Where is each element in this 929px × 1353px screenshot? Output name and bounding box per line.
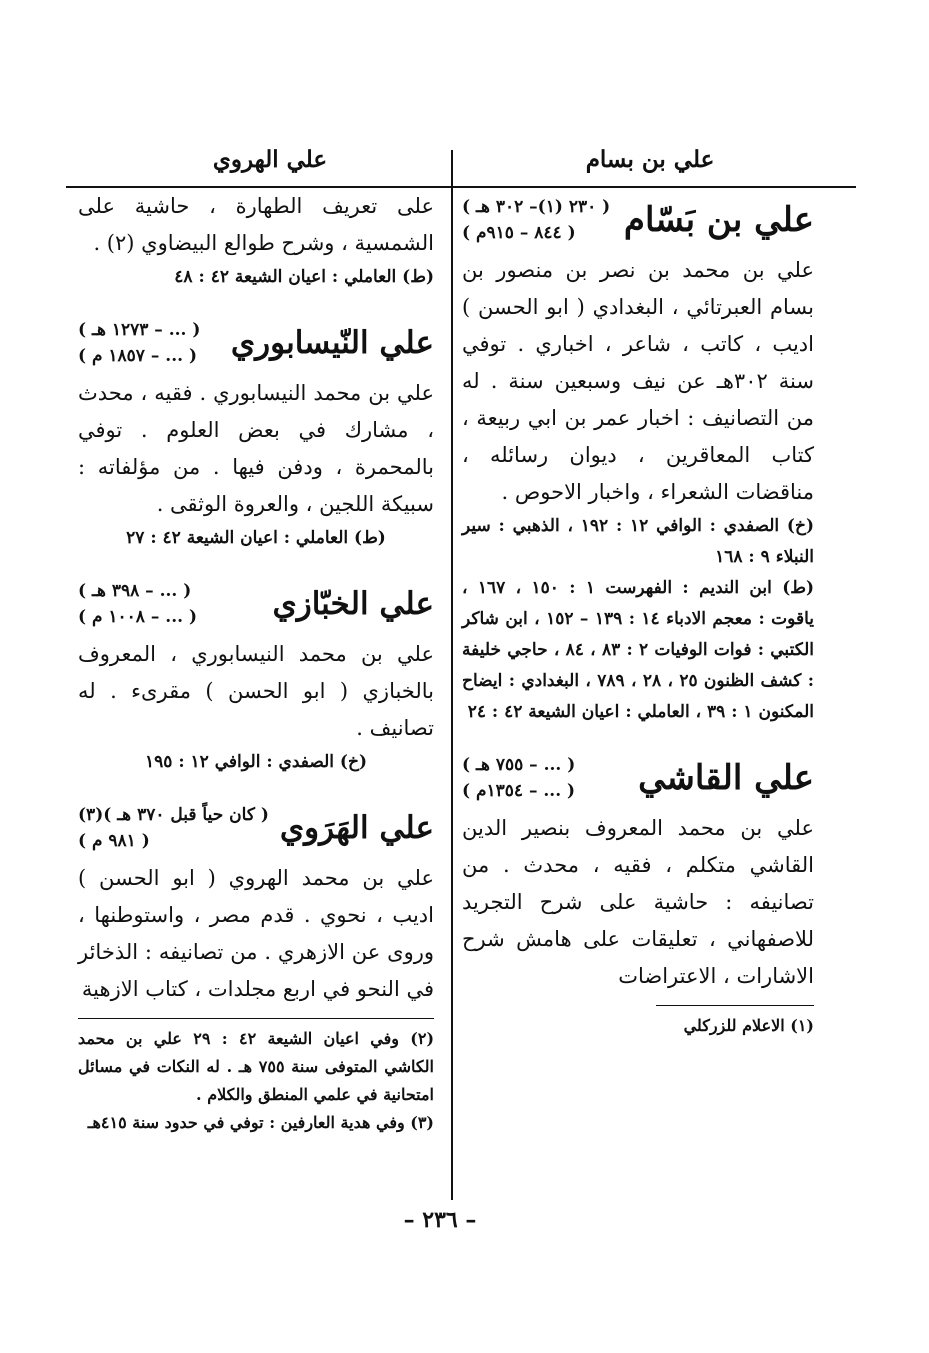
date-gregorian: ( ... – ١٨٥٧ م ) bbox=[78, 346, 197, 366]
entry-dates bbox=[462, 752, 575, 804]
column-divider bbox=[451, 150, 453, 1200]
date-hijri: ( ... – ٧٥٥ هـ ) bbox=[462, 755, 576, 775]
entry-header-ibn-bassam bbox=[462, 194, 814, 246]
entry-name: علي النّيسابوري bbox=[230, 325, 434, 361]
entry-body: علي بن محمد بن نصر بن منصور بن بسام العبرتائي ، البغدادي ( ابو الحسن ) اديب ، كاتب ، شاعر ، اخباري . توفي سنة ٣٠٢هـ عن نيف وسبعين سنة . له من التصانيف : اخبار عمر بن ابي ربيعة ، كتاب المعاقرين ، ديوان رسائله ، مناقضات الشعراء ، واخبار الاحوص . bbox=[462, 258, 814, 504]
entry-name: علي بن بَسّام bbox=[623, 200, 814, 240]
entry-dates bbox=[78, 578, 197, 630]
footnote: (٢) وفي اعيان الشيعة ٤٢ : ٢٩ علي بن محمد الكاشي المتوفى سنة ٧٥٥ هـ . له النكات في مسائل امتحانية في علمي المنطق والكلام . bbox=[78, 1029, 435, 1104]
entry-body: علي بن محمد الهروي ( ابو الحسن ) اديب ، نحوي . قدم مصر ، واستوطنها ، وروى عن الازهري . من تصانيفه : الذخائر في النحو في اربع مجلدات ، كتاب الازهية bbox=[78, 866, 434, 1001]
entry-name: علي القاشي bbox=[638, 758, 814, 798]
entry-reference-manuscript: (خ) الصفدي : الوافي ١٢ : ١٩٢ ، الذهبي : سير النبلاء ٩ : ١٦٨ bbox=[462, 516, 814, 567]
entry-body: علي بن محمد النيسابوري ، المعروف بالخبازي ( ابو الحسن ) مقرىء . له تصانيف . bbox=[78, 642, 434, 740]
date-hijri: ( ... – ٣٩٨ هـ ) bbox=[78, 581, 192, 601]
date-hijri: ( ... – ١٢٧٣ هـ ) bbox=[78, 320, 201, 340]
entry-header-qashi bbox=[462, 752, 814, 804]
entry-reference-printed: (ط) ابن النديم : الفهرست ١ : ١٥٠ ، ١٦٧ ، ياقوت : معجم الادباء ١٤ : ١٣٩ – ١٥٢ ، ابن شاكر الكتبي : فوات الوفيات ٢ : ٨٣ ، ٨٤ ، حاجي خليفة : كشف الظنون ٢٥ ، ٢٨ ، ٧٨٩ ، البغدادي : ايضاح المكنون ١ : ٣٩ ، العاملي : اعيان الشيعة ٤٢ : ٢٤ bbox=[462, 578, 815, 722]
footnote: (١) الاعلام للزركلي bbox=[683, 1016, 814, 1035]
entry-dates bbox=[78, 802, 269, 854]
footnote-rule bbox=[78, 1018, 434, 1019]
date-gregorian: ( ... – ١٠٠٨ م ) bbox=[78, 607, 197, 627]
date-gregorian: ( ٩٨١ م ) bbox=[78, 831, 150, 851]
entry-name: علي الخبّازي bbox=[272, 586, 434, 622]
entry-header-naysaburi bbox=[78, 317, 434, 369]
date-gregorian: ( ٨٤٤ – ٩١٥م ) bbox=[462, 223, 576, 243]
date-hijri: ( ٢٣٠ (١)– ٣٠٢ هـ ) bbox=[462, 197, 611, 217]
entry-name: علي الهَرَوي bbox=[279, 810, 434, 846]
footnote-rule bbox=[656, 1005, 814, 1006]
left-column bbox=[78, 188, 434, 1137]
entry-reference: (ط) العاملي : اعيان الشيعة ٤٢ : ٢٧ bbox=[126, 528, 386, 548]
running-head-left: علي الهروي bbox=[212, 146, 328, 173]
page-number: – ٢٣٦ – bbox=[403, 1207, 477, 1233]
entry-reference: (ط) العاملي : اعيان الشيعة ٤٢ : ٤٨ bbox=[174, 267, 434, 287]
entry-dates bbox=[78, 317, 200, 369]
entry-body: علي بن محمد المعروف بنصير الدين القاشي متكلم ، فقيه ، محدث . من تصانيفه : حاشية على شرح التجريد للاصفهاني ، تعليقات على هامش شرح الاشارات ، الاعتراضات bbox=[462, 816, 814, 988]
entry-header-khabbazi bbox=[78, 578, 434, 630]
date-gregorian: ( ... – ١٣٥٤م ) bbox=[462, 781, 576, 801]
footnote: (٣) وفي هدية العارفين : توفي في حدود سنة ٤١٥هـ bbox=[87, 1113, 434, 1132]
entry-body: علي بن محمد النيسابوري . فقيه ، محدث ، مشارك في بعض العلوم . توفي بالمحمرة ، ودفن فيها . من مؤلفاته : سبيكة اللجين ، والعروة الوثقى . bbox=[78, 381, 434, 516]
entry-header-harawi bbox=[78, 802, 434, 854]
entry-reference: (خ) الصفدي : الوافي ١٢ : ١٩٥ bbox=[145, 752, 367, 772]
entry-body-continuation: على تعريف الطهارة ، حاشية على الشمسية ، وشرح طوالع البيضاوي (٢) . bbox=[78, 194, 434, 255]
entry-dates bbox=[462, 194, 610, 246]
date-hijri: ( كان حياً قبل ٣٧٠ هـ )(٣) bbox=[78, 805, 269, 825]
running-head-right: علي بن بسام bbox=[585, 146, 715, 173]
right-column bbox=[462, 188, 814, 1040]
